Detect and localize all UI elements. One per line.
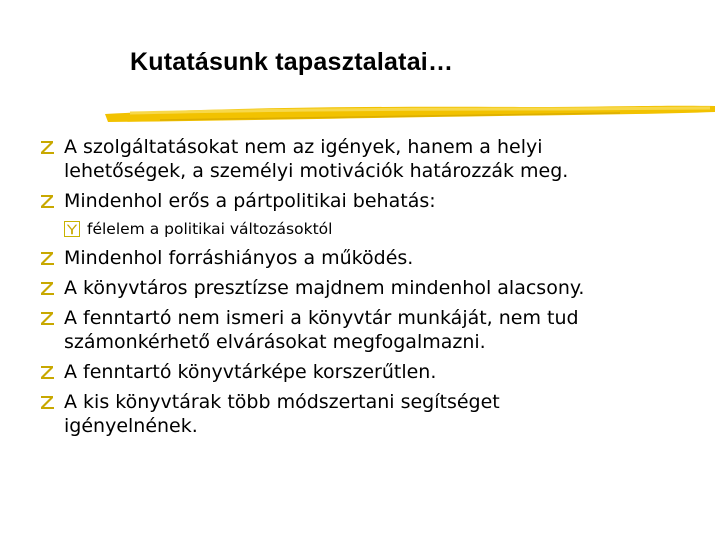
bullet-text-line: igényelnének. — [64, 415, 198, 437]
bullet-item — [40, 390, 710, 438]
bullet-item — [40, 306, 710, 354]
z-bullet-icon — [40, 394, 56, 410]
bullet-list — [40, 135, 710, 444]
slide-title: Kutatásunk tapasztalatai… — [130, 48, 454, 76]
bullet-text-line: A kis könyvtárak több módszertani segítséget — [64, 391, 500, 413]
title-underline-brushstroke — [100, 100, 720, 130]
bullet-text-line: Mindenhol forráshiányos a működés. — [64, 247, 414, 269]
z-bullet-icon — [40, 310, 56, 326]
bullet-text-line: Mindenhol erős a pártpolitikai behatás: — [64, 190, 436, 212]
z-bullet-icon — [40, 193, 56, 209]
bullet-text-line: számonkérhető elvárásokat megfogalmazni. — [64, 331, 486, 353]
bullet-item — [40, 189, 710, 213]
bullet-text-line: A szolgáltatásokat nem az igények, hanem a helyi — [64, 136, 543, 158]
bullet-item — [40, 246, 710, 270]
bullet-item — [40, 360, 710, 384]
bullet-text-line: A könyvtáros presztízse majdnem mindenhol alacsony. — [64, 277, 585, 299]
z-bullet-icon — [40, 364, 56, 380]
z-bullet-icon — [40, 250, 56, 266]
y-bullet-icon — [64, 221, 80, 237]
bullet-text-line: lehetőségek, a személyi motivációk határozzák meg. — [64, 160, 569, 182]
bullet-text-line: félelem a politikai változásoktól — [87, 220, 333, 238]
z-bullet-icon — [40, 139, 56, 155]
z-bullet-icon — [40, 280, 56, 296]
bullet-item — [40, 135, 710, 183]
bullet-item — [40, 276, 710, 300]
bullet-text-line: A fenntartó nem ismeri a könyvtár munkáját, nem tud — [64, 307, 579, 329]
sub-bullet-item — [40, 219, 710, 239]
bullet-text-line: A fenntartó könyvtárképe korszerűtlen. — [64, 361, 437, 383]
